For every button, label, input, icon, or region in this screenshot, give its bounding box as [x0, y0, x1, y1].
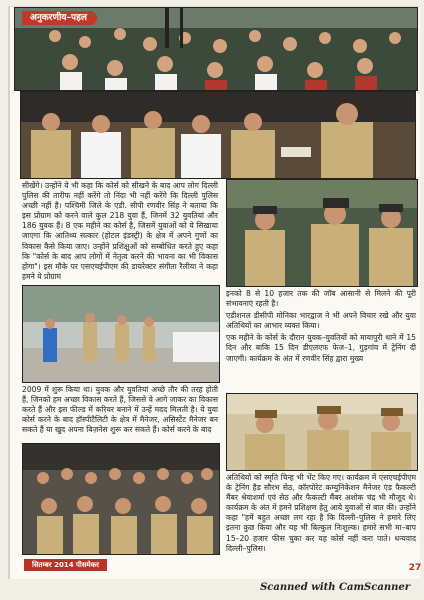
article-column2-paras: इनको 8 से 10 हजार तक की जॉब आसानी से मिलने की पूरी संभावनाएं रहती है। एडीशनल डीसीपी मोनिका भारद्वाज ने भी अपने विचार रखे और युवा अतिथियों का आभार व्यक्त किया। एक महीने के कोर्स के दौरान युवक–युवतियों को मायापुरी थाने में 15 दिन और बाकि 15 दिन डीएलएफ फेज–1, गुड़गांव में ट्रेनिंग दी जाएगी। कार्यक्रम के अंत में रणवीर सिंह द्वारा मुख्य: [226, 289, 416, 363]
scanner-watermark: Scanned with CamScanner: [260, 582, 410, 593]
issue-date-tag: सितम्बर 2014 पीसमेकर: [24, 559, 107, 571]
police-march-photo: [22, 285, 220, 383]
section-tag: अनुकरणीय–पहल: [22, 11, 97, 25]
officials-standing-photo: [226, 179, 418, 287]
article-column1-para2: 2009 में शुरू किया था। युवक और युवतियां अच्छे तौर की तरह होती हैं, जिनको हम अच्छा विकास करते हैं, जिससे वे आगे जाकर का विकास करते हैं और इस फील्ड में करियर बनाने में उन्हें मदद मिलती है। ये युवा कोर्स करने के बाद हॉस्पीटैलिटी के क्षेत्र में मैनेजर, असिस्टेंट मैनेजर बन सकते हैं या खुद अपना बिज़नेस शुरू कर सकते हैं। कोर्स करने के बाद: [22, 385, 218, 435]
three-officers-photo: [226, 393, 418, 471]
officials-seated-photo: [20, 91, 416, 179]
page-number: 27: [408, 563, 422, 573]
trainees-audience-photo: [22, 443, 220, 555]
article-column2-para4: अतिथियों को स्मृति चिन्ह भी भेंट किए गए। कार्यक्रम में एसएचईपीएम के ट्रेनिंग हैड सौरभ सेठ, कॉरपोरेट कम्युनिकेशन मैनेजर एंड फैकल्टी मैंबर श्रेयाशर्मा एवं सेठ और फैकल्टी मैंबर अशोक चंद्र भी मौजूद थे। कार्यक्रम के अंत में हमने प्रशिक्षण हेतु आये युवाओं से बात की। उन्होंने कहा "हमें बहुत अच्छा लग रहा है कि दिल्ली–पुलिस ने हमारे लिए इतना कुछ किया और यह भी बिल्कुल निःशुल्क। हमारे सभी मा–बाप 15–20 हजार फीस चुका कर यह कोर्स नहीं करा पाते। धन्यवाद दिल्ली–पुलिस।: [226, 473, 416, 553]
article-column1-para1: सीखेंगे। उन्होंने ये भी कहा कि कोर्स को सीखने के बाद आप लोग दिल्ली पुलिस की तारीफ नहीं करेंगे तो निंदा भी नहीं करेंगे कि दिल्ली पुलिस अच्छी नहीं है। पश्चिमी जिले के एडी. सीपी रणवीर सिंह ने बताया कि इस प्रोग्राम को करने वाले कुल 218 युवा हैं, जिनमें 32 युवतियां और 186 युवक हैं। 8 एक महीने का कोर्स है, जिसमें युवाओं को ये सिखाया जाएगा कि आतिथ्य सत्कार (होटल इंडस्ट्री) के क्षेत्र में अपने गुणों का विकास कैसे किया जाए। उन्होंने प्रशिक्षुओं को सम्बोधित करते हुए कहा कि "कोर्स के बाद आप लोगों में नेतृत्व करने की भावना का भी विकास होगा"। इस मौके पर एसएचईपीएम की डायरेक्टर संगीता रैलीया ने कहा हमने ये प्रोग्राम: [22, 181, 218, 281]
magazine-page: [8, 6, 420, 579]
